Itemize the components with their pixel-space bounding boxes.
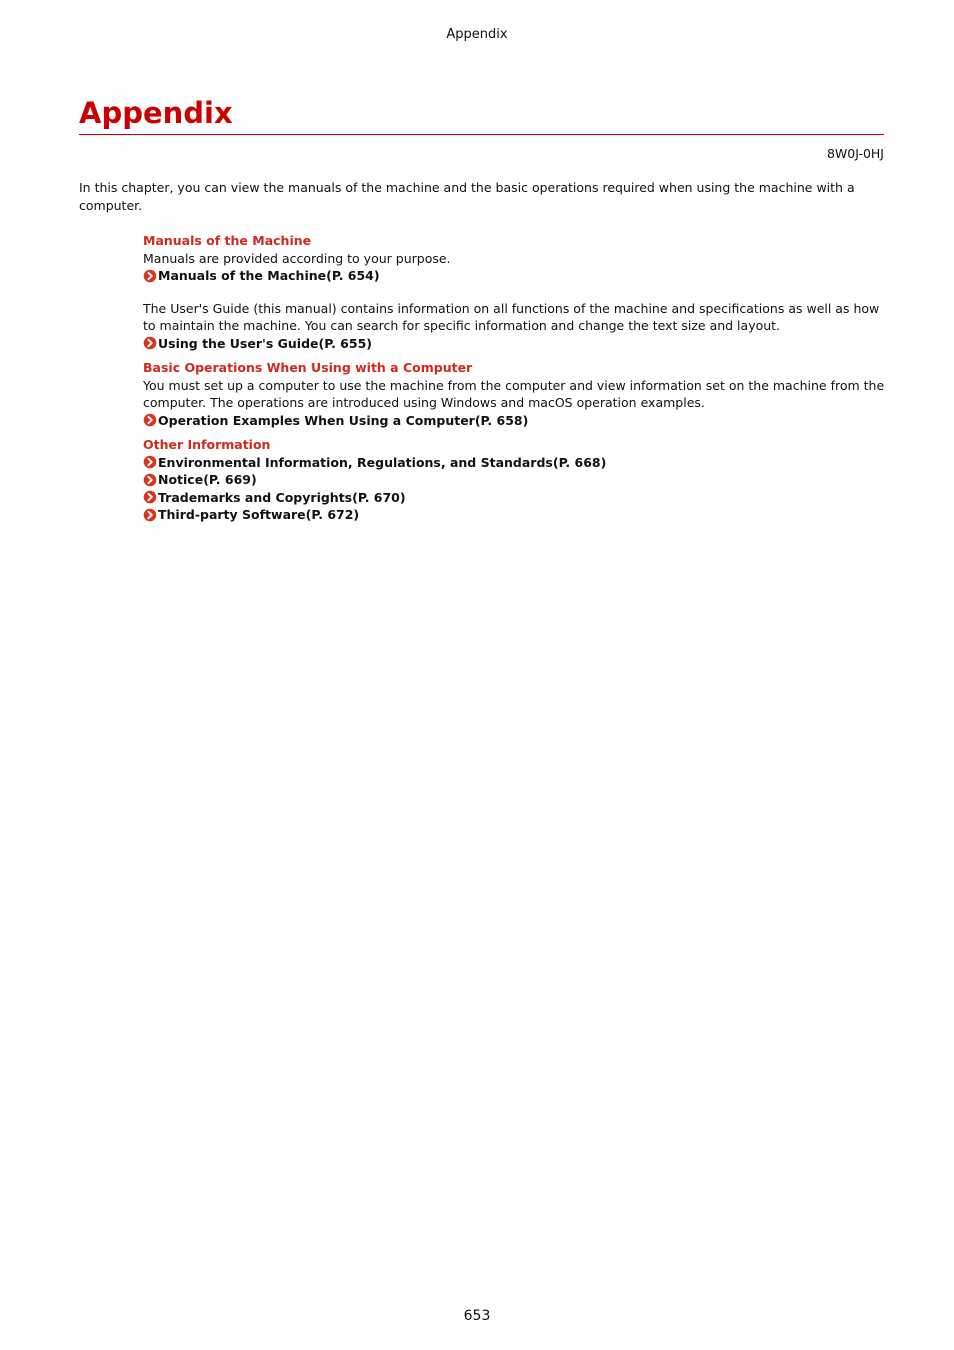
arrow-circle-icon — [143, 269, 157, 283]
arrow-circle-icon — [143, 490, 157, 504]
link-using-the-users-guide[interactable] — [143, 335, 885, 353]
chapter-title: Appendix — [79, 96, 233, 130]
section-text-users-guide: The User's Guide (this manual) contains information on all functions of the machine and specifications as well as how to maintain the machine. You can search for specific information and change the text size and layout. — [143, 300, 880, 333]
section-text-manuals: Manuals are provided according to your purpose. — [143, 250, 451, 266]
link-third-party-software[interactable] — [143, 506, 885, 524]
link-environmental-information[interactable] — [143, 454, 885, 472]
link-label: Third-party Software(P. 672) — [158, 507, 360, 522]
link-label: Operation Examples When Using a Computer(P. 658) — [158, 412, 529, 428]
title-rule — [79, 134, 884, 135]
arrow-circle-icon — [143, 508, 157, 522]
intro-paragraph: In this chapter, you can view the manuals of the machine and the basic operations required when using the machine with a computer. — [79, 180, 855, 213]
link-trademarks-and-copyrights[interactable] — [143, 489, 885, 507]
sections-container — [143, 232, 885, 524]
arrow-circle-icon — [143, 473, 157, 487]
section-title-basic-operations: Basic Operations When Using with a Computer — [143, 360, 473, 375]
arrow-circle-icon — [143, 336, 157, 350]
document-code: 8W0J-0HJ — [826, 146, 884, 161]
link-operation-examples[interactable] — [143, 412, 885, 430]
section-text-basic-operations: You must set up a computer to use the machine from the computer and view information set on the machine from the computer. The operations are introduced using Windows and macOS operation examples. — [143, 377, 885, 410]
running-header: Appendix — [446, 27, 508, 42]
section-title-other-information: Other Information — [143, 437, 271, 452]
link-notice[interactable] — [143, 471, 885, 489]
link-manuals-of-the-machine[interactable] — [143, 267, 885, 285]
link-label: Notice(P. 669) — [158, 472, 257, 487]
arrow-circle-icon — [143, 413, 157, 427]
page-number: 653 — [463, 1308, 491, 1324]
link-label: Environmental Information, Regulations, and Standards(P. 668) — [158, 454, 607, 470]
section-title-manuals: Manuals of the Machine — [143, 233, 312, 248]
link-label: Manuals of the Machine(P. 654) — [158, 268, 380, 283]
arrow-circle-icon — [143, 455, 157, 469]
link-label: Trademarks and Copyrights(P. 670) — [158, 489, 406, 505]
link-label: Using the User's Guide(P. 655) — [158, 335, 372, 351]
